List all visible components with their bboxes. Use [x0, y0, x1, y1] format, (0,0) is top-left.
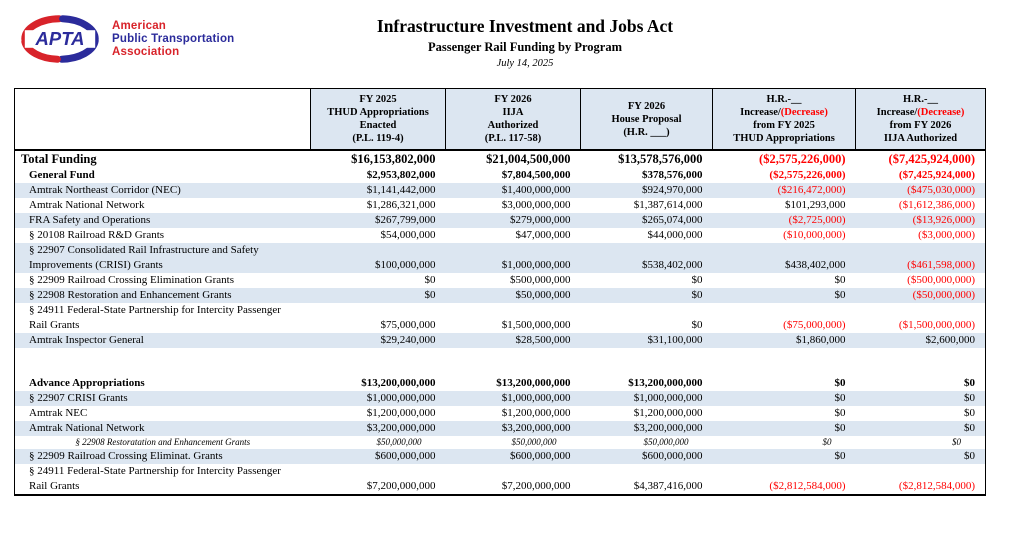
column-header-fy2026-iija: FY 2026 IIJA Authorized (P.L. 117-58) — [446, 89, 581, 151]
program-label-cell: § 22907 CRISI Grants — [15, 391, 311, 406]
table-row — [15, 243, 986, 273]
value-cell: $1,286,321,000 — [366, 199, 436, 211]
value-cell: $0 — [834, 274, 846, 286]
table-row — [15, 198, 986, 213]
page-title: Infrastructure Investment and Jobs Act — [376, 16, 674, 36]
program-label-cell: § 24911 Federal-State Partnership for Intercity Passenger Rail Grants — [29, 304, 281, 331]
value-cell: $0 — [856, 449, 986, 464]
value-cell: $0 — [424, 274, 436, 286]
spacer-row — [15, 348, 986, 362]
value-cell: $50,000,000 — [446, 288, 581, 303]
column-header-fy2025-thud: FY 2025 THUD Appropriations Enacted (P.L. 119-4) — [311, 89, 446, 151]
value-cell: $500,000,000 — [510, 274, 571, 286]
value-cell: $0 — [691, 274, 703, 286]
column-header-fy2026-house: FY 2026 House Proposal (H.R. ___) — [581, 89, 713, 151]
value-cell: ($500,000,000) — [907, 274, 975, 286]
value-cell: ($7,425,924,000) — [898, 169, 975, 181]
value-cell: $28,500,000 — [446, 333, 581, 348]
value-cell: $4,387,416,000 — [633, 480, 703, 492]
value-cell: $13,200,000,000 — [361, 377, 436, 389]
value-cell: ($2,725,000) — [713, 213, 856, 228]
header-row — [15, 89, 986, 151]
value-cell: $600,000,000 — [581, 449, 713, 464]
table-row — [15, 391, 986, 406]
value-cell: $0 — [581, 288, 713, 303]
table-row — [15, 150, 986, 168]
value-cell: $3,200,000,000 — [581, 421, 713, 436]
value-cell: $1,000,000,000 — [581, 391, 713, 406]
value-cell: ($10,000,000) — [783, 229, 846, 241]
value-cell: $13,578,576,000 — [618, 152, 703, 166]
value-cell: $7,200,000,000 — [366, 480, 436, 492]
value-cell: $0 — [856, 391, 986, 406]
value-cell: $13,200,000,000 — [496, 377, 571, 389]
funding-table-body — [15, 150, 986, 495]
spacer-row — [15, 362, 986, 376]
value-cell: $16,153,802,000 — [351, 152, 436, 166]
apta-logo-acronym: APTA — [35, 28, 85, 50]
table-row — [15, 449, 986, 464]
value-cell: $7,804,500,000 — [501, 169, 571, 181]
logo-line-public-transportation: Public Transportation — [112, 32, 235, 45]
title-block — [0, 16, 1024, 69]
table-row — [15, 183, 986, 198]
value-cell: $0 — [822, 437, 832, 447]
value-cell: ($2,812,584,000) — [769, 480, 846, 492]
spacer-cell — [15, 348, 986, 362]
value-cell: $378,576,000 — [642, 169, 703, 181]
value-cell: $0 — [311, 288, 446, 303]
value-cell: $21,004,500,000 — [486, 152, 571, 166]
value-cell: $0 — [834, 407, 846, 419]
logo-line-american: American — [112, 19, 167, 32]
value-cell: $29,240,000 — [311, 333, 446, 348]
program-label-cell: Total Funding — [21, 152, 97, 166]
program-label-cell: Amtrak Inspector General — [15, 333, 311, 348]
value-cell: $1,000,000,000 — [446, 391, 581, 406]
program-label-cell: § 22908 Restoratation and Enhancement Grants — [75, 437, 251, 447]
decrease-label: (Decrease) — [780, 107, 828, 118]
value-cell: $7,200,000,000 — [501, 480, 571, 492]
value-cell: ($475,030,000) — [856, 183, 986, 198]
value-cell: $924,970,000 — [581, 183, 713, 198]
table-row — [15, 303, 986, 333]
program-label-cell: § 22908 Restoration and Enhancement Grants — [15, 288, 311, 303]
value-cell: ($13,926,000) — [856, 213, 986, 228]
value-cell: $50,000,000 — [376, 437, 422, 447]
value-cell: $0 — [964, 377, 975, 389]
program-label-cell: § 20108 Railroad R&D Grants — [29, 229, 165, 241]
program-label-cell: § 22909 Railroad Crossing Elimination Grants — [29, 274, 235, 286]
value-cell: $1,200,000,000 — [366, 407, 436, 419]
program-label-cell: Advance Appropriations — [29, 377, 145, 389]
funding-table — [14, 88, 986, 496]
value-cell: $1,200,000,000 — [501, 407, 571, 419]
table-row — [15, 464, 986, 495]
value-cell: $3,200,000,000 — [446, 421, 581, 436]
value-cell: $279,000,000 — [446, 213, 581, 228]
column-header-hr-vs-fy2025-thud: H.R.-__ Increase/(Decrease) from FY 2025 THUD Appropriations — [713, 89, 856, 151]
value-cell: $54,000,000 — [380, 229, 436, 241]
table-row — [15, 376, 986, 391]
column-header-program — [15, 89, 311, 151]
value-cell: $0 — [713, 288, 856, 303]
value-cell: $438,402,000 — [713, 243, 856, 273]
value-cell: $0 — [713, 391, 856, 406]
value-cell: $1,387,614,000 — [633, 199, 703, 211]
program-label-cell: § 22909 Railroad Crossing Eliminat. Grants — [15, 449, 311, 464]
program-label-cell: Amtrak Northeast Corridor (NEC) — [15, 183, 311, 198]
page-subtitle: Passenger Rail Funding by Program — [428, 40, 622, 54]
table-row — [15, 228, 986, 243]
value-cell: $31,100,000 — [581, 333, 713, 348]
program-label-cell: § 24911 Federal-State Partnership for Intercity Passenger Rail Grants — [29, 465, 281, 492]
table-row — [15, 273, 986, 288]
program-label-cell: Amtrak National Network — [15, 421, 311, 436]
table-row — [15, 213, 986, 228]
value-cell: $3,200,000,000 — [311, 421, 446, 436]
program-label-cell: General Fund — [29, 169, 95, 181]
value-cell: $1,000,000,000 — [311, 391, 446, 406]
value-cell: $265,074,000 — [581, 213, 713, 228]
value-cell: $44,000,000 — [647, 229, 703, 241]
value-cell: $600,000,000 — [446, 449, 581, 464]
value-cell: ($50,000,000) — [856, 288, 986, 303]
value-cell: $1,860,000 — [713, 333, 856, 348]
table-row — [15, 406, 986, 421]
program-label-cell: FRA Safety and Operations — [15, 213, 311, 228]
value-cell: $1,500,000,000 — [501, 319, 571, 331]
table-row — [15, 288, 986, 303]
value-cell: ($461,598,000) — [856, 243, 986, 273]
value-cell: $50,000,000 — [511, 437, 557, 447]
value-cell: $1,200,000,000 — [633, 407, 703, 419]
value-cell: ($3,000,000) — [918, 229, 975, 241]
value-cell: $2,600,000 — [856, 333, 986, 348]
program-label-cell: Amtrak NEC — [29, 407, 88, 419]
value-cell: $538,402,000 — [581, 243, 713, 273]
value-cell: ($1,500,000,000) — [898, 319, 975, 331]
decrease-label: (Decrease) — [917, 107, 965, 118]
column-header-hr-vs-fy2026-iija: H.R.-__ Increase/(Decrease) from FY 2026 IIJA Authorized — [856, 89, 986, 151]
value-cell: $2,953,802,000 — [366, 169, 436, 181]
value-cell: $3,000,000,000 — [501, 199, 571, 211]
value-cell: $0 — [964, 407, 975, 419]
value-cell: ($2,575,226,000) — [769, 169, 846, 181]
value-cell: $47,000,000 — [515, 229, 571, 241]
value-cell: $0 — [713, 449, 856, 464]
value-cell: ($216,472,000) — [713, 183, 856, 198]
value-cell: $267,799,000 — [311, 213, 446, 228]
logo-line-association: Association — [112, 45, 180, 58]
value-cell: ($2,575,226,000) — [759, 152, 846, 166]
value-cell: ($2,812,584,000) — [898, 480, 975, 492]
value-cell: $1,400,000,000 — [446, 183, 581, 198]
value-cell: ($1,612,386,000) — [898, 199, 975, 211]
value-cell: $75,000,000 — [380, 319, 436, 331]
value-cell: $0 — [691, 319, 703, 331]
table-row — [15, 333, 986, 348]
value-cell: $0 — [952, 437, 961, 447]
value-cell: ($75,000,000) — [783, 319, 846, 331]
program-label-cell: § 22907 Consolidated Rail Infrastructure and Safety Improvements (CRISI) Grants — [15, 243, 311, 273]
value-cell: $1,000,000,000 — [446, 243, 581, 273]
spacer-cell — [15, 362, 986, 376]
value-cell: $600,000,000 — [311, 449, 446, 464]
value-cell: $0 — [834, 377, 846, 389]
value-cell: $101,293,000 — [785, 199, 846, 211]
value-cell: $1,141,442,000 — [311, 183, 446, 198]
value-cell: $0 — [713, 421, 856, 436]
value-cell: $100,000,000 — [311, 243, 446, 273]
value-cell: $0 — [856, 421, 986, 436]
table-row — [15, 436, 986, 449]
program-label-cell: Amtrak National Network — [29, 199, 145, 211]
value-cell: $13,200,000,000 — [628, 377, 703, 389]
value-cell: ($7,425,924,000) — [888, 152, 975, 166]
page-date: July 14, 2025 — [496, 58, 554, 69]
table-row — [15, 168, 986, 183]
table-row — [15, 421, 986, 436]
funding-table-header — [15, 89, 986, 151]
value-cell: $50,000,000 — [643, 437, 689, 447]
